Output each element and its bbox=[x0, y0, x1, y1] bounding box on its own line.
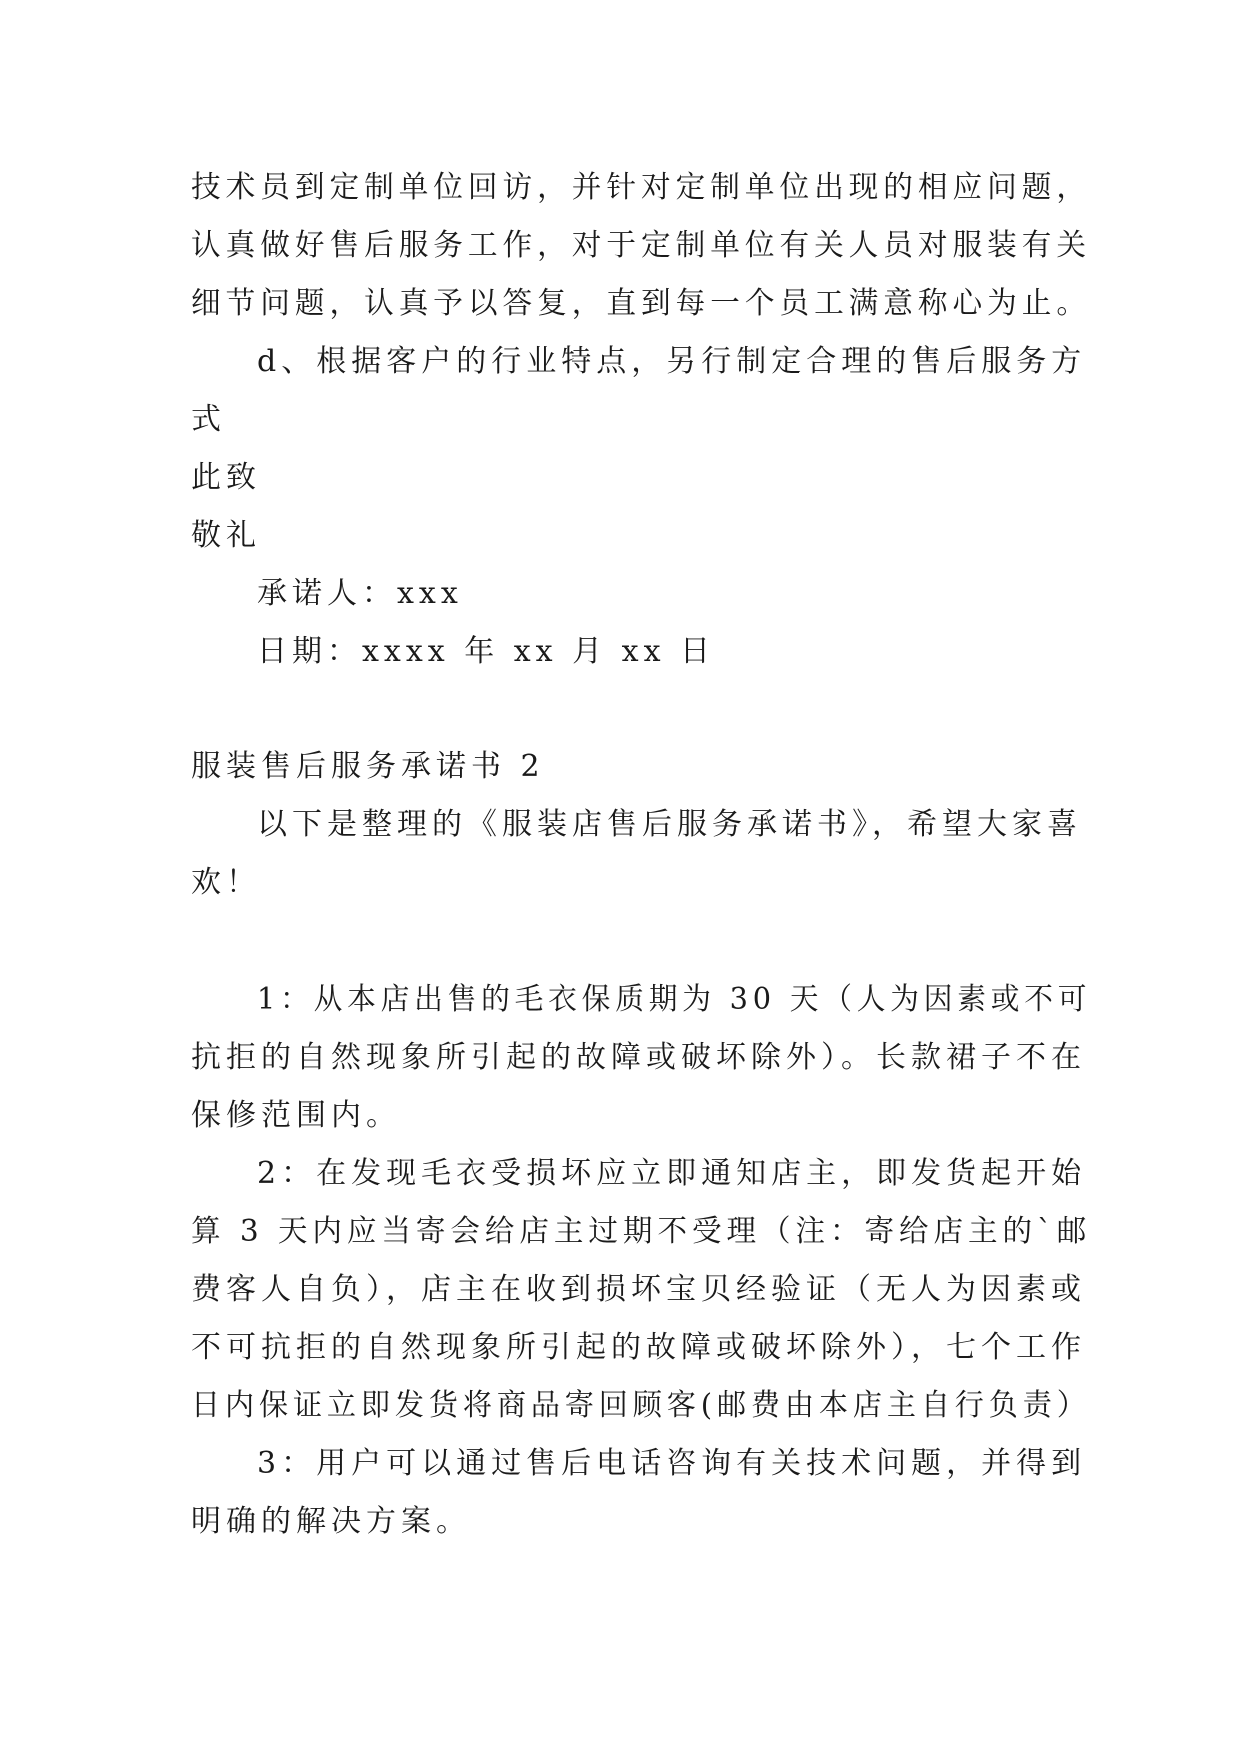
paragraph-line: 认真做好售后服务工作，对于定制单位有关人员对服装有关 bbox=[191, 228, 1091, 263]
paragraph-line: 2：在发现毛衣受损坏应立即通知店主，即发货起开始 bbox=[257, 1156, 1087, 1191]
paragraph-line: 1：从本店出售的毛衣保质期为 30 天（人为因素或不可 bbox=[257, 982, 1092, 1017]
paragraph-line: 式 bbox=[191, 402, 226, 437]
paragraph-line: d、根据客户的行业特点，另行制定合理的售后服务方 bbox=[257, 344, 1087, 379]
paragraph-line: 抗拒的自然现象所引起的故障或破坏除外）。长款裙子不在 bbox=[191, 1040, 1086, 1075]
paragraph-line: 以下是整理的《服装店售后服务承诺书》，希望大家喜 bbox=[257, 807, 1082, 842]
paragraph-line: 欢！ bbox=[191, 865, 261, 900]
section-title: 服装售后服务承诺书 2 bbox=[191, 749, 545, 784]
date-line: 日期：xxxx 年 xx 月 xx 日 bbox=[257, 634, 716, 669]
paragraph-line: 日内保证立即发货将商品寄回顾客(邮费由本店主自行负责） bbox=[191, 1388, 1091, 1423]
paragraph-line: 3：用户可以通过售后电话咨询有关技术问题，并得到 bbox=[257, 1446, 1087, 1481]
closing-line: 此致 bbox=[191, 460, 261, 495]
paragraph-line: 不可抗拒的自然现象所引起的故障或破坏除外），七个工作 bbox=[191, 1330, 1086, 1365]
closing-line: 敬礼 bbox=[191, 518, 261, 553]
paragraph-line: 费客人自负），店主在收到损坏宝贝经验证（无人为因素或 bbox=[191, 1272, 1086, 1307]
paragraph-line: 细节问题，认真予以答复，直到每一个员工满意称心为止。 bbox=[191, 286, 1091, 321]
paragraph-line: 算 3 天内应当寄会给店主过期不受理（注：寄给店主的`邮 bbox=[191, 1214, 1092, 1249]
paragraph-line: 明确的解决方案。 bbox=[191, 1504, 471, 1539]
paragraph-line: 技术员到定制单位回访，并针对定制单位出现的相应问题， bbox=[191, 170, 1091, 205]
signatory-line: 承诺人：xxx bbox=[257, 576, 463, 611]
paragraph-line: 保修范围内。 bbox=[191, 1098, 401, 1133]
